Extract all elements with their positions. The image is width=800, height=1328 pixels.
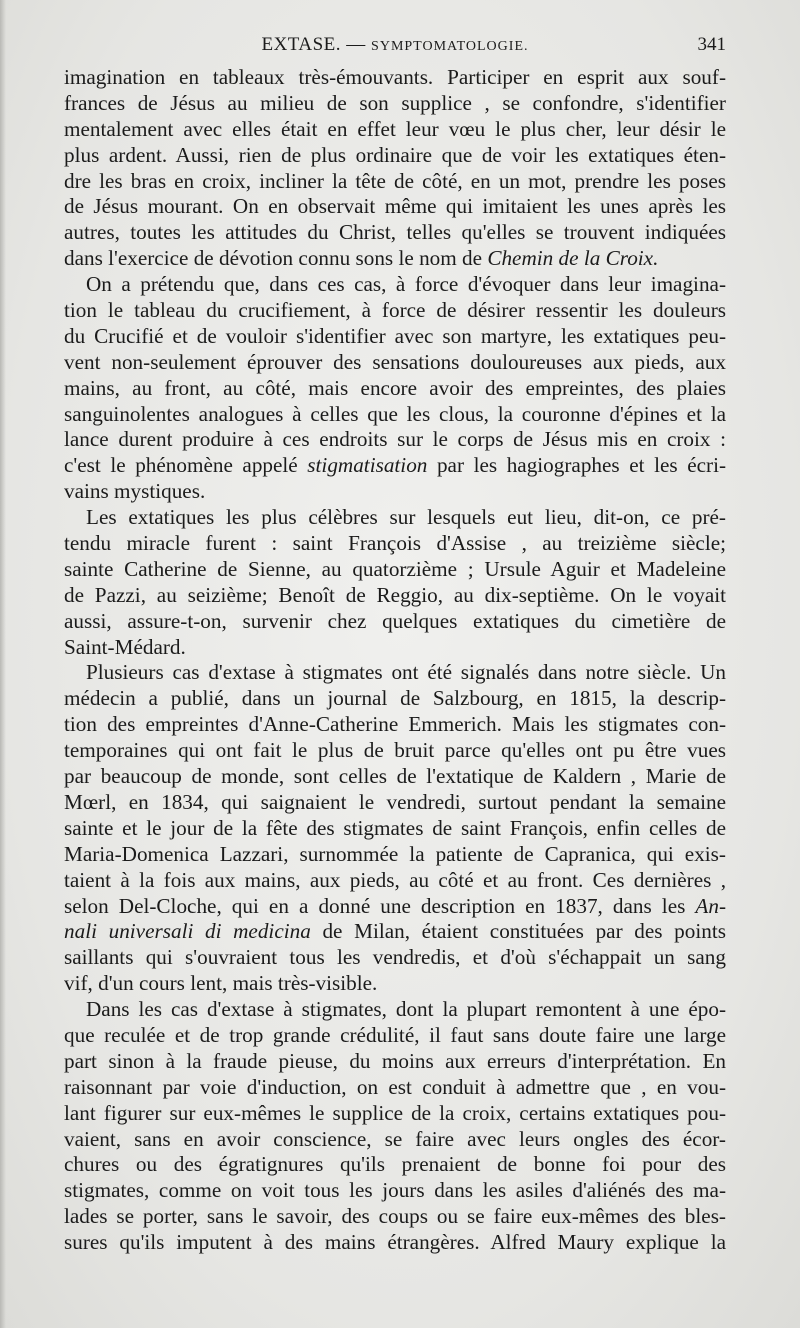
text-segment: taient à la fois aux mains, aux pieds, au côté et au front. Ces dernières , (64, 867, 726, 892)
text-line (64, 738, 726, 764)
text-segment: du Crucifié et de vouloir s'identifier avec son martyre, les extatiques peu- (64, 323, 726, 348)
text-segment: tendu miracle furent : saint François d'Assise , au treizième siècle; (64, 531, 726, 556)
text-line (64, 764, 726, 790)
text-line (64, 350, 726, 376)
text-segment: lant figurer sur eux-mêmes le supplice de la croix, certains extatiques pou- (64, 1100, 726, 1125)
text-segment: mains, au front, au côté, mais encore avoir des empreintes, des plaies (64, 375, 726, 400)
text-segment: sanguinolentes analogues à celles que les clous, la couronne d'épines et la (64, 401, 726, 426)
text-segment: chures ou des égratignures qu'ils prenaient de bonne foi pour des (64, 1152, 726, 1177)
running-header (64, 34, 726, 56)
text-line (64, 402, 726, 428)
text-line (64, 790, 726, 816)
text-line (64, 531, 726, 557)
text-line (64, 712, 726, 738)
text-line (64, 427, 726, 453)
text-segment: tion le tableau du crucifiement, à force de désirer ressentir les douleurs (64, 298, 726, 323)
text-segment: de Jésus mourant. On en observait même qui imitaient les unes après les (64, 194, 726, 219)
text-line (64, 557, 726, 583)
text-segment: selon Del-Cloche, qui en a donné une description en 1837, dans les (64, 893, 696, 918)
text-segment: Mœrl, en 1834, qui saignaient le vendredi, surtout pendant la semaine (64, 789, 726, 814)
body-text (64, 65, 726, 1256)
text-line (64, 609, 726, 635)
text-segment: c'est le phénomène appelé (64, 453, 308, 478)
italic-text: stigmatisation (307, 453, 428, 478)
text-line (64, 376, 726, 402)
text-line (64, 143, 726, 169)
text-segment: temporaines qui ont fait le plus de bruit parce qu'elles ont pu être vues (64, 738, 726, 763)
text-line (64, 1152, 726, 1178)
text-segment: par les hagiographes et les écri- (427, 453, 726, 478)
text-segment: vent non-seulement éprouver des sensations douloureuses aux pieds, aux (64, 349, 726, 374)
text-line (64, 997, 726, 1023)
text-segment: Les extatiques les plus célèbres sur lesquels eut lieu, dit-on, ce pré- (86, 505, 726, 530)
text-segment: dre les bras en croix, incliner la tête de côté, en un mot, prendre les poses (64, 168, 726, 193)
text-line (64, 505, 726, 531)
text-segment: plus ardent. Aussi, rien de plus ordinaire que de voir les extatiques éten- (64, 142, 726, 167)
text-line (64, 1178, 726, 1204)
text-line (64, 660, 726, 686)
text-line (64, 220, 726, 246)
text-line (64, 298, 726, 324)
text-segment: médecin a publié, dans un journal de Salzbourg, en 1815, la descrip- (64, 686, 726, 711)
text-segment: Saint-Médard. (64, 634, 186, 659)
text-segment: Maria-Domenica Lazzari, surnommée la patiente de Capranica, qui exis- (64, 841, 726, 866)
text-line (64, 1204, 726, 1230)
text-segment: autres, toutes les attitudes du Christ, telles qu'elles se trouvent indiquées (64, 220, 726, 245)
text-line (64, 1230, 726, 1256)
text-segment: On a prétendu que, dans ces cas, à force d'évoquer dans leur imagina- (86, 272, 726, 297)
text-segment: sainte et le jour de la fête des stigmates de saint François, enfin celles de (64, 815, 726, 840)
text-segment: lades se porter, sans le savoir, des coups ou se faire eux-mêmes des bles- (64, 1204, 726, 1229)
text-line (64, 1075, 726, 1101)
text-line (64, 246, 726, 272)
text-line (64, 1023, 726, 1049)
chapter-title: EXTASE. (261, 34, 342, 55)
text-segment: Dans les cas d'extase à stigmates, dont la plupart remontent à une épo- (86, 997, 726, 1022)
page-gutter-shadow (0, 0, 6, 1328)
text-line (64, 169, 726, 195)
text-segment: lance durent produire à ces endroits sur le corps de Jésus mis en croix : (64, 427, 726, 452)
text-segment: dans l'exercice de dévotion connu sons le nom de (64, 246, 488, 271)
text-line (64, 842, 726, 868)
header-dash: — (346, 34, 366, 55)
text-line (64, 194, 726, 220)
text-line (64, 65, 726, 91)
text-segment: vains mystiques. (64, 479, 206, 504)
text-line (64, 583, 726, 609)
text-segment: sainte Catherine de Sienne, au quatorzième ; Ursule Aguir et Madeleine (64, 556, 726, 581)
section-title: SYMPTOMATOLOGIE. (371, 39, 529, 54)
text-line (64, 1101, 726, 1127)
text-line (64, 945, 726, 971)
text-segment: de Pazzi, au seizième; Benoît de Reggio, au dix-septième. On le voyait (64, 582, 726, 607)
text-line (64, 971, 726, 997)
text-segment: Plusieurs cas d'extase à stigmates ont été signalés dans notre siècle. Un (86, 660, 726, 685)
text-segment: par beaucoup de monde, sont celles de l'extatique de Kaldern , Marie de (64, 764, 726, 789)
text-segment: mentalement avec elles était en effet leur vœu le plus cher, leur désir le (64, 116, 726, 141)
text-segment: vif, d'un cours lent, mais très-visible. (64, 971, 378, 996)
text-segment: stigmates, comme on voit tous les jours dans les asiles d'aliénés des ma- (64, 1178, 726, 1203)
italic-text: Chemin de la Croix. (487, 246, 659, 271)
text-line (64, 324, 726, 350)
text-segment: tion des empreintes d'Anne-Catherine Emmerich. Mais les stigmates con- (64, 712, 726, 737)
text-segment: raisonnant par voie d'induction, on est conduit à admettre que , en vou- (64, 1074, 726, 1099)
running-head-title (64, 34, 726, 58)
text-segment: frances de Jésus au milieu de son supplice , se confondre, s'identifier (64, 90, 726, 115)
text-segment: que reculée et de trop grande crédulité, il faut sans doute faire une large (64, 1022, 726, 1047)
text-line (64, 479, 726, 505)
text-line (64, 919, 726, 945)
text-line (64, 91, 726, 117)
page-number: 341 (697, 34, 726, 55)
text-segment: saillants qui s'ouvraient tous les vendredis, et d'où s'échappait un sang (64, 945, 726, 970)
text-line (64, 894, 726, 920)
text-segment: de Milan, étaient constituées par des points (310, 919, 726, 944)
text-segment: vaient, sans en avoir conscience, se faire avec leurs ongles des écor- (64, 1126, 726, 1151)
text-line (64, 453, 726, 479)
text-line (64, 1127, 726, 1153)
text-segment: part sinon à la fraude pieuse, du moins aux erreurs d'interprétation. En (64, 1048, 726, 1073)
text-line (64, 1049, 726, 1075)
text-line (64, 686, 726, 712)
text-line (64, 816, 726, 842)
text-line (64, 868, 726, 894)
italic-text: nali universali di medicina (64, 919, 311, 944)
text-line (64, 272, 726, 298)
italic-text: An- (695, 893, 726, 918)
text-segment: aussi, assure-t-on, survenir chez quelques extatiques du cimetière de (64, 608, 726, 633)
text-segment: imagination en tableaux très-émouvants. Participer en esprit aux souf- (64, 65, 726, 89)
text-segment: sures qu'ils imputent à des mains étrangères. Alfred Maury explique la (64, 1230, 726, 1255)
text-line (64, 117, 726, 143)
text-line (64, 635, 726, 661)
